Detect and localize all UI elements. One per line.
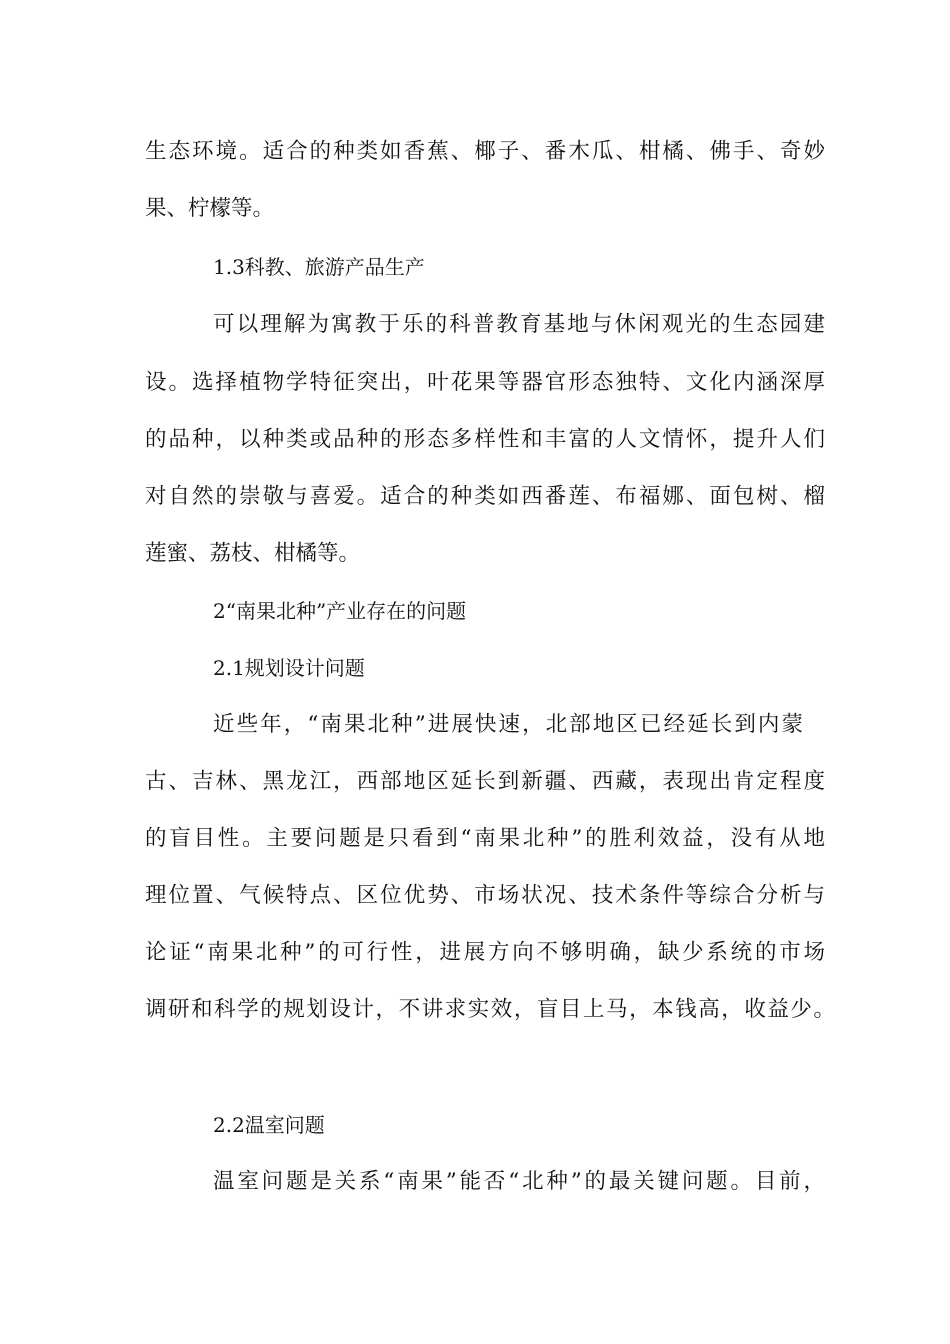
paragraph-line: 的品种，以种类或品种的形态多样性和丰富的人文情怀，提升人们 <box>145 427 825 452</box>
paragraph-line: 近些年，“南果北种”进展快速，北部地区已经延长到内蒙 <box>213 712 803 737</box>
paragraph-line: 的盲目性。主要问题是只看到“南果北种”的胜利效益，没有从地 <box>145 826 825 851</box>
paragraph-line: 可以理解为寓教于乐的科普教育基地与休闲观光的生态园建 <box>213 312 825 337</box>
section-heading: 2.2温室问题 <box>213 1113 325 1137</box>
paragraph-line: 调研和科学的规划设计，不讲求实效，盲目上马，本钱高，收益少。 <box>145 997 835 1022</box>
paragraph-line: 温室问题是关系“南果”能否“北种”的最关键问题。目前， <box>213 1169 825 1194</box>
section-heading: 2“南果北种”产业存在的问题 <box>213 599 467 623</box>
paragraph-line: 设。选择植物学特征突出，叶花果等器官形态独特、文化内涵深厚 <box>145 370 825 395</box>
paragraph-line: 果、柠檬等。 <box>145 196 275 221</box>
paragraph-line: 对自然的崇敬与喜爱。适合的种类如西番莲、布福娜、面包树、榴 <box>145 484 825 509</box>
paragraph-line: 论证“南果北种”的可行性，进展方向不够明确，缺少系统的市场 <box>145 940 825 965</box>
section-heading: 1.3科教、旅游产品生产 <box>213 255 425 279</box>
section-heading: 2.1规划设计问题 <box>213 656 365 680</box>
paragraph-line: 理位置、气候特点、区位优势、市场状况、技术条件等综合分析与 <box>145 883 825 908</box>
paragraph-line: 莲蜜、荔枝、柑橘等。 <box>145 541 361 566</box>
paragraph-line: 生态环境。适合的种类如香蕉、椰子、番木瓜、柑橘、佛手、奇妙 <box>145 139 825 164</box>
paragraph-line: 古、吉林、黑龙江，西部地区延长到新疆、西藏，表现出肯定程度 <box>145 769 825 794</box>
